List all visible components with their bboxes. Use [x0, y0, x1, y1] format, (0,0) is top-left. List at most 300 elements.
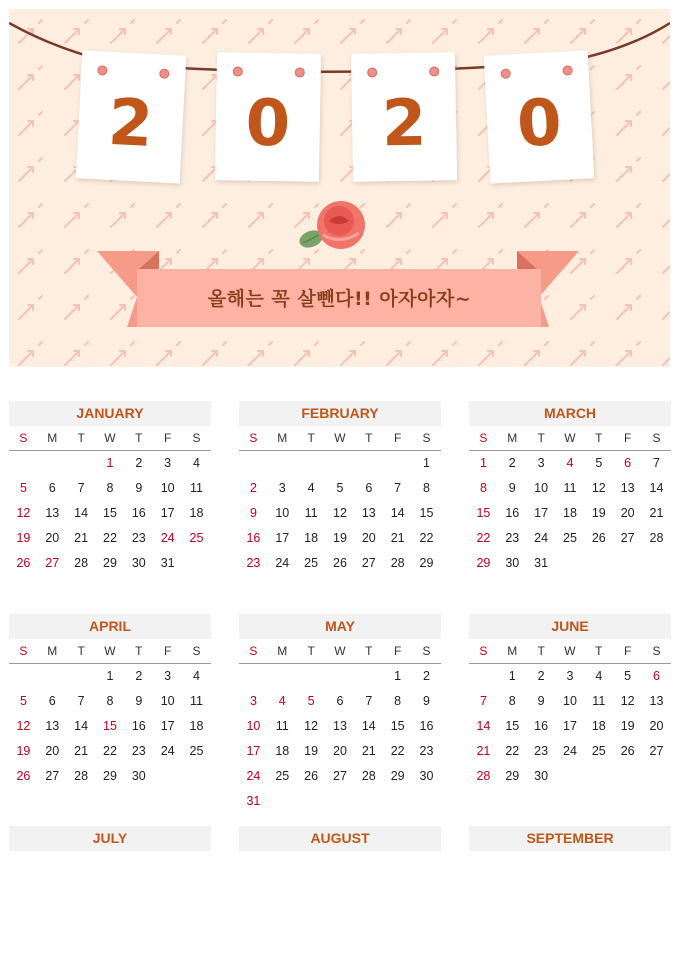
- day-cell: 5: [595, 456, 603, 470]
- week-row: [469, 714, 671, 739]
- day-cell: [354, 451, 383, 476]
- month-header: SEPTEMBER: [469, 826, 671, 851]
- day-cell: 24: [563, 744, 577, 758]
- day-cell: 18: [563, 506, 577, 520]
- day-cell: 12: [620, 694, 635, 708]
- month-4: [239, 614, 441, 814]
- month-3: [9, 614, 211, 789]
- weekday-label: T: [135, 644, 143, 658]
- day-cell: [182, 764, 211, 789]
- day-cell: 24: [160, 744, 175, 758]
- day-cell: 3: [566, 669, 574, 683]
- day-cell: [642, 551, 671, 576]
- day-cell: 13: [333, 719, 347, 733]
- weekday-label: T: [77, 431, 85, 445]
- month-header: AUGUST: [239, 826, 441, 851]
- year-card-2: [215, 52, 321, 182]
- day-cell: [297, 451, 326, 476]
- week-row: [9, 476, 211, 501]
- day-cell: 22: [419, 531, 434, 545]
- day-cell: 17: [160, 719, 175, 733]
- day-cell: 14: [74, 719, 89, 733]
- day-cell: [38, 451, 67, 476]
- day-cell: 26: [16, 769, 31, 783]
- day-cell: [9, 664, 38, 689]
- day-cell: 20: [649, 719, 664, 733]
- day-cell: 25: [563, 531, 577, 545]
- day-cell: 31: [534, 556, 549, 570]
- day-cell: 18: [275, 744, 290, 758]
- day-cell: 23: [419, 744, 434, 758]
- day-cell: 4: [595, 669, 603, 683]
- day-cell: 2: [135, 456, 143, 470]
- day-cell: [412, 789, 441, 814]
- weekday-label: F: [623, 644, 632, 658]
- day-cell: 4: [193, 669, 200, 683]
- day-cell: 1: [423, 456, 430, 470]
- day-cell: 6: [336, 694, 344, 708]
- day-cell: 25: [275, 769, 290, 783]
- weekday-label: S: [422, 644, 431, 658]
- day-cell: [268, 451, 297, 476]
- week-row: [239, 526, 441, 551]
- year-card-1: [76, 50, 187, 183]
- day-cell: 22: [505, 744, 520, 758]
- day-cell: 25: [304, 556, 319, 570]
- day-cell: 10: [160, 694, 175, 708]
- day-cell: [239, 664, 268, 689]
- day-cell: [9, 451, 38, 476]
- day-cell: [326, 451, 355, 476]
- day-cell: 17: [534, 506, 549, 520]
- day-cell: 18: [304, 531, 319, 545]
- week-row: [9, 764, 211, 789]
- day-cell: 27: [45, 769, 60, 783]
- day-cell: 5: [19, 694, 27, 708]
- day-cell: [584, 551, 613, 576]
- day-cell: 29: [103, 769, 117, 783]
- week-row: [239, 551, 441, 576]
- day-cell: 3: [164, 456, 172, 470]
- day-cell: [268, 664, 297, 689]
- day-cell: 8: [423, 481, 430, 495]
- day-cell: 3: [164, 669, 172, 683]
- day-cell: 19: [591, 506, 606, 520]
- weekday-label: M: [507, 644, 518, 658]
- weekday-label: T: [365, 431, 373, 445]
- day-cell: 28: [361, 769, 376, 783]
- day-cell: 26: [16, 556, 31, 570]
- year-card-3: [351, 52, 457, 182]
- day-cell: [182, 551, 211, 576]
- day-cell: 23: [534, 744, 549, 758]
- day-cell: 15: [103, 719, 117, 733]
- day-cell: 10: [534, 481, 549, 495]
- day-cell: 25: [189, 531, 204, 545]
- week-row: [239, 689, 441, 714]
- day-cell: 22: [476, 531, 491, 545]
- weekday-label: W: [564, 644, 576, 658]
- week-row: [469, 739, 671, 764]
- day-cell: [297, 664, 326, 689]
- day-cell: 8: [394, 694, 402, 708]
- day-cell: [239, 451, 268, 476]
- month-header: APRIL: [9, 614, 211, 639]
- day-cell: 5: [307, 694, 315, 708]
- day-cell: 13: [361, 506, 376, 520]
- weekday-label: S: [19, 644, 28, 658]
- day-cell: 9: [537, 694, 545, 708]
- day-cell: 29: [505, 769, 520, 783]
- day-cell: 30: [419, 769, 434, 783]
- weekday-label: S: [249, 431, 258, 445]
- day-cell: 27: [45, 556, 60, 570]
- week-row: [239, 739, 441, 764]
- day-cell: 25: [591, 744, 606, 758]
- day-cell: [613, 551, 642, 576]
- day-cell: 4: [278, 694, 286, 708]
- weekday-header-row: [239, 639, 441, 664]
- weekday-label: T: [537, 431, 545, 445]
- day-cell: 22: [390, 744, 405, 758]
- month-2: [469, 401, 671, 576]
- day-cell: 19: [620, 719, 635, 733]
- day-cell: 29: [476, 556, 491, 570]
- week-row: [239, 451, 441, 476]
- week-row: [9, 526, 211, 551]
- day-cell: 24: [275, 556, 290, 570]
- day-cell: 11: [304, 506, 318, 520]
- day-cell: 7: [77, 694, 85, 708]
- day-cell: 24: [246, 769, 261, 783]
- weekday-header-row: [469, 639, 671, 664]
- day-cell: 21: [74, 531, 89, 545]
- day-cell: [556, 764, 585, 789]
- week-row: [9, 451, 211, 476]
- day-cell: 1: [508, 669, 516, 683]
- day-cell: 28: [74, 556, 89, 570]
- day-cell: 7: [77, 481, 85, 495]
- weekday-label: M: [277, 644, 288, 658]
- day-cell: 7: [653, 456, 660, 470]
- day-cell: 28: [390, 556, 405, 570]
- day-cell: 30: [131, 769, 146, 783]
- day-cell: 10: [246, 719, 261, 733]
- day-cell: 7: [365, 694, 373, 708]
- week-row: [469, 476, 671, 501]
- day-cell: 28: [74, 769, 89, 783]
- day-cell: 13: [45, 506, 60, 520]
- day-cell: [642, 764, 671, 789]
- day-cell: 14: [649, 481, 664, 495]
- day-cell: 7: [479, 694, 487, 708]
- day-cell: [67, 664, 96, 689]
- day-cell: 9: [135, 481, 143, 495]
- week-row: [239, 714, 441, 739]
- weekday-label: T: [595, 431, 603, 445]
- day-cell: 31: [246, 794, 261, 808]
- day-cell: 1: [106, 669, 114, 683]
- day-cell: 3: [278, 481, 286, 495]
- day-cell: [67, 451, 96, 476]
- day-cell: 4: [193, 456, 200, 470]
- day-cell: 13: [649, 694, 664, 708]
- slogan-text: 올해는 꼭 살뺀다!! 아자아자~: [207, 288, 472, 310]
- weekday-label: T: [307, 644, 315, 658]
- week-row: [9, 714, 211, 739]
- day-cell: 8: [479, 481, 487, 495]
- day-cell: 27: [333, 769, 347, 783]
- week-row: [9, 739, 211, 764]
- day-cell: 30: [534, 769, 549, 783]
- week-row: [239, 764, 441, 789]
- day-cell: 7: [394, 481, 402, 495]
- weekday-label: S: [652, 431, 661, 445]
- weekday-header-row: [9, 426, 211, 451]
- day-cell: [153, 764, 182, 789]
- weekday-label: F: [163, 431, 172, 445]
- weekday-label: S: [479, 431, 488, 445]
- weekday-label: F: [623, 431, 632, 445]
- weekday-label: W: [104, 431, 116, 445]
- day-cell: 28: [476, 769, 491, 783]
- day-cell: 27: [361, 556, 376, 570]
- day-cell: 11: [563, 481, 577, 495]
- weekday-label: W: [104, 644, 116, 658]
- weekday-header-row: [9, 639, 211, 664]
- day-cell: 30: [131, 556, 146, 570]
- year-digit: 2: [381, 86, 428, 162]
- day-cell: 6: [48, 694, 56, 708]
- weekday-label: S: [192, 644, 201, 658]
- day-cell: 9: [249, 506, 257, 520]
- weekday-label: W: [334, 644, 346, 658]
- day-cell: [469, 664, 498, 689]
- day-cell: 3: [249, 694, 257, 708]
- day-cell: 19: [16, 744, 31, 758]
- weekday-label: T: [595, 644, 603, 658]
- day-cell: 20: [45, 531, 60, 545]
- day-cell: 17: [275, 531, 290, 545]
- day-cell: 6: [653, 669, 660, 683]
- weekday-header-row: [469, 426, 671, 451]
- day-cell: [297, 789, 326, 814]
- day-cell: [268, 789, 297, 814]
- day-cell: 22: [103, 531, 117, 545]
- day-cell: 23: [246, 556, 261, 570]
- week-row: [469, 501, 671, 526]
- weekday-label: W: [564, 431, 576, 445]
- week-row: [9, 664, 211, 689]
- weekday-label: T: [537, 644, 545, 658]
- day-cell: 11: [189, 481, 203, 495]
- day-cell: 2: [508, 456, 516, 470]
- day-cell: 30: [505, 556, 520, 570]
- day-cell: 15: [103, 506, 117, 520]
- day-cell: 4: [307, 481, 315, 495]
- week-row: [469, 451, 671, 476]
- weekday-header-row: [239, 426, 441, 451]
- day-cell: 11: [275, 719, 289, 733]
- day-cell: 20: [620, 506, 635, 520]
- weekday-label: S: [652, 644, 661, 658]
- day-cell: 22: [103, 744, 117, 758]
- day-cell: 8: [508, 694, 516, 708]
- weekday-label: T: [135, 431, 143, 445]
- month-1: [239, 401, 441, 576]
- day-cell: 1: [394, 669, 402, 683]
- week-row: [469, 551, 671, 576]
- weekday-label: M: [47, 431, 58, 445]
- day-cell: 15: [419, 506, 434, 520]
- day-cell: 2: [423, 669, 430, 683]
- day-cell: 3: [537, 456, 545, 470]
- day-cell: 23: [131, 744, 146, 758]
- day-cell: 16: [534, 719, 549, 733]
- year-digit: 0: [515, 85, 564, 163]
- day-cell: 10: [275, 506, 290, 520]
- day-cell: [354, 664, 383, 689]
- month-header: MAY: [239, 614, 441, 639]
- day-cell: 23: [131, 531, 146, 545]
- week-row: [469, 689, 671, 714]
- day-cell: 26: [620, 744, 635, 758]
- day-cell: 9: [135, 694, 143, 708]
- day-cell: 11: [189, 694, 203, 708]
- banner: [9, 9, 670, 367]
- week-row: [9, 689, 211, 714]
- day-cell: 19: [304, 744, 319, 758]
- day-cell: 27: [620, 531, 635, 545]
- day-cell: [383, 789, 412, 814]
- day-cell: 5: [624, 669, 632, 683]
- day-cell: 19: [16, 531, 31, 545]
- day-cell: 8: [106, 694, 114, 708]
- week-row: [239, 476, 441, 501]
- day-cell: 2: [537, 669, 545, 683]
- year-card-4: [484, 50, 595, 183]
- day-cell: 24: [534, 531, 549, 545]
- day-cell: 16: [505, 506, 520, 520]
- day-cell: 16: [131, 719, 146, 733]
- day-cell: 18: [591, 719, 606, 733]
- day-cell: 12: [16, 506, 31, 520]
- day-cell: 4: [566, 456, 574, 470]
- day-cell: 20: [361, 531, 376, 545]
- day-cell: 14: [361, 719, 376, 733]
- week-row: [9, 551, 211, 576]
- weekday-label: F: [393, 431, 402, 445]
- day-cell: 28: [649, 531, 664, 545]
- day-cell: 15: [505, 719, 520, 733]
- month-header: FEBRUARY: [239, 401, 441, 426]
- month-8: [469, 826, 671, 851]
- day-cell: 12: [591, 481, 606, 495]
- day-cell: 15: [476, 506, 491, 520]
- day-cell: [354, 789, 383, 814]
- day-cell: 31: [160, 556, 175, 570]
- year-digit: 2: [106, 85, 155, 163]
- month-header: JUNE: [469, 614, 671, 639]
- day-cell: [326, 664, 355, 689]
- day-cell: 26: [333, 556, 347, 570]
- day-cell: 21: [74, 744, 89, 758]
- weekday-label: S: [422, 431, 431, 445]
- day-cell: [584, 764, 613, 789]
- day-cell: 11: [592, 694, 606, 708]
- week-row: [469, 664, 671, 689]
- day-cell: 29: [419, 556, 434, 570]
- day-cell: 12: [333, 506, 347, 520]
- week-row: [9, 501, 211, 526]
- day-cell: 12: [304, 719, 319, 733]
- day-cell: [613, 764, 642, 789]
- day-cell: 10: [563, 694, 577, 708]
- day-cell: [38, 664, 67, 689]
- weekday-label: W: [334, 431, 346, 445]
- weekday-label: M: [507, 431, 518, 445]
- weekday-label: T: [307, 431, 315, 445]
- day-cell: 26: [591, 531, 606, 545]
- year-digit: 0: [244, 86, 291, 162]
- week-row: [239, 664, 441, 689]
- day-cell: 15: [390, 719, 405, 733]
- day-cell: 20: [45, 744, 60, 758]
- day-cell: 24: [160, 531, 175, 545]
- day-cell: 29: [103, 556, 117, 570]
- day-cell: [556, 551, 585, 576]
- month-0: [9, 401, 211, 576]
- day-cell: 2: [135, 669, 143, 683]
- day-cell: 16: [131, 506, 146, 520]
- day-cell: 5: [19, 481, 27, 495]
- day-cell: 14: [74, 506, 89, 520]
- day-cell: 6: [624, 456, 632, 470]
- week-row: [469, 764, 671, 789]
- day-cell: 21: [390, 531, 405, 545]
- day-cell: 27: [649, 744, 664, 758]
- weekday-label: S: [192, 431, 201, 445]
- weekday-label: S: [479, 644, 488, 658]
- day-cell: 6: [365, 481, 373, 495]
- month-header: JANUARY: [9, 401, 211, 426]
- day-cell: 10: [160, 481, 175, 495]
- day-cell: 8: [106, 481, 114, 495]
- day-cell: 14: [476, 719, 491, 733]
- day-cell: 16: [419, 719, 434, 733]
- month-header: MARCH: [469, 401, 671, 426]
- day-cell: 1: [106, 456, 114, 470]
- day-cell: 18: [189, 719, 204, 733]
- day-cell: 9: [423, 694, 430, 708]
- day-cell: 16: [246, 531, 261, 545]
- day-cell: 5: [336, 481, 344, 495]
- month-7: [239, 826, 441, 851]
- weekday-label: M: [277, 431, 288, 445]
- day-cell: 21: [649, 506, 664, 520]
- day-cell: [326, 789, 355, 814]
- day-cell: [383, 451, 412, 476]
- day-cell: 1: [479, 456, 487, 470]
- day-cell: 14: [390, 506, 405, 520]
- day-cell: 17: [160, 506, 175, 520]
- day-cell: 23: [505, 531, 520, 545]
- weekday-label: F: [393, 644, 402, 658]
- day-cell: 21: [476, 744, 491, 758]
- month-6: [9, 826, 211, 851]
- day-cell: 13: [620, 481, 635, 495]
- day-cell: 9: [508, 481, 516, 495]
